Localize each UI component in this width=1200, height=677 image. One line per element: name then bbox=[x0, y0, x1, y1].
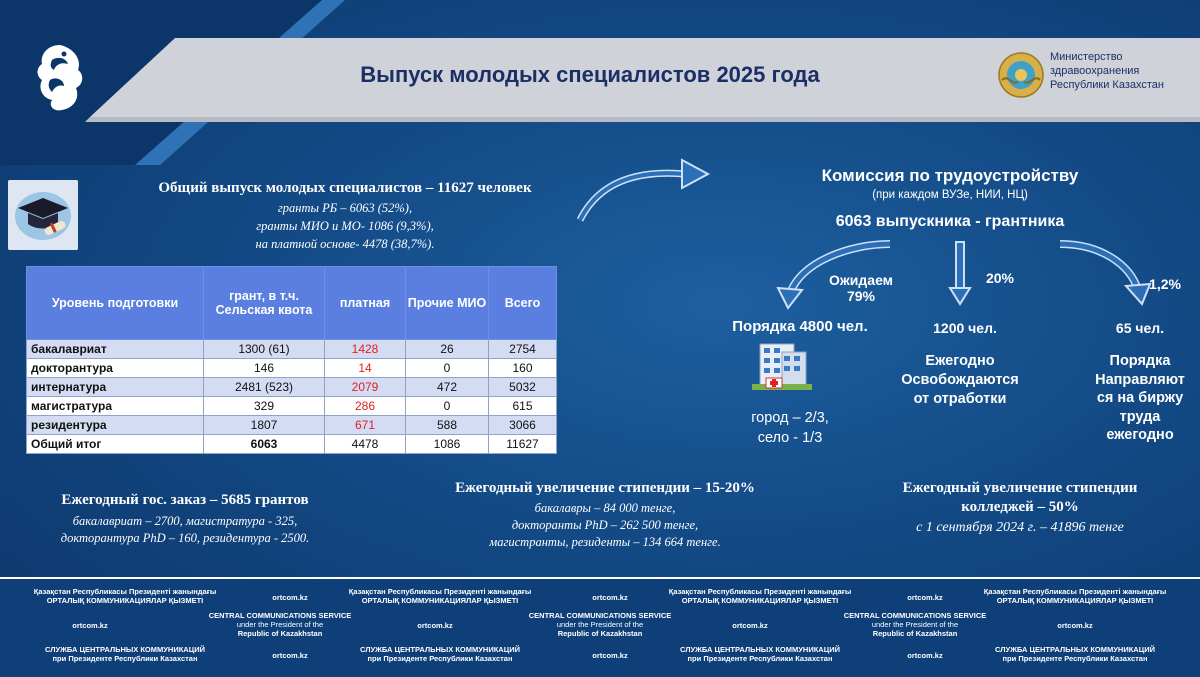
col-header-total: Всего bbox=[489, 267, 557, 340]
footer-ru-3 bbox=[655, 645, 865, 663]
col-header-paid: платная bbox=[325, 267, 406, 340]
cell-paid: 2079 bbox=[325, 378, 406, 397]
ministry-line3: Республики Казахстан bbox=[1050, 79, 1164, 91]
footer-ru-line1: СЛУЖБА ЦЕНТРАЛЬНЫХ КОММУНИКАЦИЙ bbox=[679, 645, 840, 654]
footer-kz-2 bbox=[335, 587, 545, 605]
col-header-level: Уровень подготовки bbox=[27, 267, 204, 340]
footer-ru-2 bbox=[335, 645, 545, 663]
footer-en-2 bbox=[520, 611, 680, 638]
gos-order-line2: докторантура PhD – 160, резидентура - 2500. bbox=[60, 531, 310, 545]
footer-site-8: ortcom.kz bbox=[272, 651, 308, 660]
cell-other-mio: 472 bbox=[406, 378, 489, 397]
left-branch-count: Порядка 4800 чел. bbox=[732, 318, 868, 335]
right-text-line1: Порядка bbox=[1109, 353, 1171, 369]
cell-level: Общий итог bbox=[27, 435, 204, 454]
commission-subtitle: (при каждом ВУЗе, НИИ, НЦ) bbox=[872, 189, 1028, 201]
cell-paid: 4478 bbox=[325, 435, 406, 454]
footer-kz-line2: ОРТАЛЫҚ КОММУНИКАЦИЯЛАР ҚЫЗМЕТІ bbox=[361, 596, 519, 605]
college-title-line2: колледжей – 50% bbox=[961, 499, 1079, 515]
table-row bbox=[27, 378, 557, 397]
graduates-count: 6063 выпускника - грантника bbox=[835, 213, 1065, 230]
cell-grant: 1300 (61) bbox=[204, 340, 325, 359]
table-row bbox=[27, 397, 557, 416]
right-text-line2: Направляют bbox=[1095, 371, 1185, 388]
ministry-line2: здравоохранения bbox=[1050, 65, 1140, 77]
footer-en-line3: Republic of Kazakhstan bbox=[237, 629, 323, 638]
ministry-line1: Министерство bbox=[1050, 51, 1123, 63]
footer-site-3: ortcom.kz bbox=[907, 593, 943, 602]
footer-ru-line2: при Президенте Республики Казахстан bbox=[52, 654, 198, 663]
footer-kz-line1: Қазақстан Республикасы Президенті жанындағы bbox=[348, 587, 532, 596]
footer bbox=[0, 577, 1200, 677]
footer-ru-line1: СЛУЖБА ЦЕНТРАЛЬНЫХ КОММУНИКАЦИЙ bbox=[44, 645, 205, 654]
cell-other-mio: 1086 bbox=[406, 435, 489, 454]
ministry-label bbox=[1050, 50, 1190, 92]
cell-level: магистратура bbox=[27, 397, 204, 416]
footer-en-1 bbox=[200, 611, 360, 638]
curved-arrow-icon bbox=[570, 150, 720, 230]
footer-en-line2: under the President of the bbox=[556, 620, 644, 629]
mid-branch-count: 1200 чел. bbox=[933, 320, 997, 336]
expected-label-pct: 79% bbox=[846, 288, 876, 304]
cell-level: интернатура bbox=[27, 378, 204, 397]
table-row bbox=[27, 416, 557, 435]
right-text-line5: ежегодно bbox=[1106, 427, 1174, 443]
stipend-title: Ежегодный увеличение стипендии – 15-20% bbox=[455, 480, 755, 496]
graduation-cap-icon bbox=[8, 180, 78, 250]
footer-kz-line1: Қазақстан Республикасы Президенті жанындағы bbox=[668, 587, 852, 596]
footer-kz-line1: Қазақстан Республикасы Президенті жанындағы bbox=[983, 587, 1167, 596]
gos-order-title: Ежегодный гос. заказ – 5685 грантов bbox=[61, 492, 309, 508]
table-row bbox=[27, 340, 557, 359]
footer-site-10: ortcom.kz bbox=[907, 651, 943, 660]
cell-other-mio: 0 bbox=[406, 359, 489, 378]
cell-grant: 2481 (523) bbox=[204, 378, 325, 397]
footer-en-line3: Republic of Kazakhstan bbox=[557, 629, 643, 638]
summary-line-mio: гранты МИО и МО- 1086 (9,3%), bbox=[256, 219, 434, 233]
cell-level: резидентура bbox=[27, 416, 204, 435]
footer-en-line3: Republic of Kazakhstan bbox=[872, 629, 958, 638]
cell-paid: 671 bbox=[325, 416, 406, 435]
cell-other-mio: 588 bbox=[406, 416, 489, 435]
stipend-line1: бакалавры – 84 000 тенге, bbox=[534, 501, 676, 515]
table-total-row bbox=[27, 435, 557, 454]
city-ratio: город – 2/3, bbox=[751, 410, 829, 426]
cell-total: 3066 bbox=[489, 416, 557, 435]
cell-grant: 329 bbox=[204, 397, 325, 416]
cell-total: 11627 bbox=[489, 435, 557, 454]
footer-site-7: ortcom.kz bbox=[1057, 621, 1093, 630]
footer-ru-line1: СЛУЖБА ЦЕНТРАЛЬНЫХ КОММУНИКАЦИЙ bbox=[359, 645, 520, 654]
cell-grant: 146 bbox=[204, 359, 325, 378]
page-title: Выпуск молодых специалистов 2025 года bbox=[360, 62, 820, 87]
summary-line-paid: на платной основе- 4478 (38,7%). bbox=[255, 237, 435, 251]
footer-kz-3 bbox=[655, 587, 865, 605]
cell-paid: 286 bbox=[325, 397, 406, 416]
cell-level: докторантура bbox=[27, 359, 204, 378]
city-village-ratio bbox=[730, 408, 850, 448]
college-line1: с 1 сентября 2024 г. – 41896 тенге bbox=[916, 520, 1124, 535]
cell-level: бакалавриат bbox=[27, 340, 204, 359]
footer-en-3 bbox=[835, 611, 995, 638]
cell-paid: 14 bbox=[325, 359, 406, 378]
footer-en-line1: CENTRAL COMMUNICATIONS SERVICE bbox=[843, 611, 987, 620]
footer-kz-1 bbox=[20, 587, 230, 605]
footer-ru-line1: СЛУЖБА ЦЕНТРАЛЬНЫХ КОММУНИКАЦИЙ bbox=[994, 645, 1155, 654]
cell-paid: 1428 bbox=[325, 340, 406, 359]
cell-total: 5032 bbox=[489, 378, 557, 397]
col-header-grant: грант, в т.ч. Сельская квота bbox=[204, 267, 325, 340]
footer-site-6: ortcom.kz bbox=[732, 621, 768, 630]
footer-kz-line2: ОРТАЛЫҚ КОММУНИКАЦИЯЛАР ҚЫЗМЕТІ bbox=[46, 596, 204, 605]
mid-branch-pct: 20% bbox=[985, 270, 1015, 286]
right-text-line4: труда bbox=[1119, 408, 1161, 425]
col-header-other-mio: Прочие МИО bbox=[406, 267, 489, 340]
footer-site-4: ortcom.kz bbox=[72, 621, 108, 630]
cell-grant: 6063 bbox=[204, 435, 325, 454]
summary-line-rb: гранты РБ – 6063 (52%), bbox=[277, 201, 413, 215]
snow-leopard-logo bbox=[30, 40, 90, 115]
right-text-line3: ся на биржу bbox=[1096, 390, 1184, 406]
footer-kz-4 bbox=[970, 587, 1180, 605]
kazakhstan-emblem-icon bbox=[998, 52, 1044, 98]
cell-other-mio: 26 bbox=[406, 340, 489, 359]
footer-ru-line2: при Президенте Республики Казахстан bbox=[1002, 654, 1148, 663]
mid-text-line1: Ежегодно bbox=[925, 353, 995, 369]
mid-text-line3: от отработки bbox=[913, 391, 1007, 407]
footer-kz-line2: ОРТАЛЫҚ КОММУНИКАЦИЯЛАР ҚЫЗМЕТІ bbox=[996, 596, 1154, 605]
table-header-row bbox=[27, 267, 557, 340]
footer-kz-line2: ОРТАЛЫҚ КОММУНИКАЦИЯЛАР ҚЫЗМЕТІ bbox=[681, 596, 839, 605]
cell-total: 2754 bbox=[489, 340, 557, 359]
footer-site-2: ortcom.kz bbox=[592, 593, 628, 602]
commission-title: Комиссия по трудоустройству bbox=[821, 166, 1079, 185]
gos-order-line1: бакалавриат – 2700, магистратура - 325, bbox=[72, 514, 298, 528]
graduates-table bbox=[26, 266, 557, 454]
footer-en-line2: under the President of the bbox=[236, 620, 324, 629]
cell-grant: 1807 bbox=[204, 416, 325, 435]
expected-label bbox=[806, 272, 916, 304]
village-ratio: село - 1/3 bbox=[757, 430, 823, 446]
college-title-line1: Ежегодный увеличение стипендии bbox=[902, 480, 1138, 496]
footer-site-1: ortcom.kz bbox=[272, 593, 308, 602]
summary-title: Общий выпуск молодых специалистов – 11627 человек bbox=[158, 180, 532, 196]
footer-ru-line2: при Президенте Республики Казахстан bbox=[367, 654, 513, 663]
footer-site-9: ortcom.kz bbox=[592, 651, 628, 660]
footer-ru-line2: при Президенте Республики Казахстан bbox=[687, 654, 833, 663]
cell-other-mio: 0 bbox=[406, 397, 489, 416]
right-branch-pct: 1,2% bbox=[1149, 276, 1181, 292]
footer-en-line1: CENTRAL COMMUNICATIONS SERVICE bbox=[528, 611, 672, 620]
footer-site-5: ortcom.kz bbox=[417, 621, 453, 630]
hospital-building-icon bbox=[752, 338, 812, 394]
stipend-line3: магистранты, резиденты – 134 664 тенге. bbox=[489, 535, 721, 549]
right-branch-count: 65 чел. bbox=[1115, 320, 1165, 336]
expected-label-line1: Ожидаем bbox=[828, 272, 894, 288]
footer-ru-4 bbox=[970, 645, 1180, 663]
footer-ru-1 bbox=[20, 645, 230, 663]
footer-en-line1: CENTRAL COMMUNICATIONS SERVICE bbox=[208, 611, 352, 620]
footer-kz-line1: Қазақстан Республикасы Президенті жанындағы bbox=[33, 587, 217, 596]
cell-total: 160 bbox=[489, 359, 557, 378]
table-row bbox=[27, 359, 557, 378]
right-branch-text bbox=[1080, 352, 1200, 445]
footer-en-line2: under the President of the bbox=[871, 620, 959, 629]
cell-total: 615 bbox=[489, 397, 557, 416]
mid-text-line2: Освобождаются bbox=[901, 372, 1019, 388]
mid-branch-text bbox=[880, 352, 1040, 409]
stipend-line2: докторанты PhD – 262 500 тенге, bbox=[511, 518, 699, 532]
